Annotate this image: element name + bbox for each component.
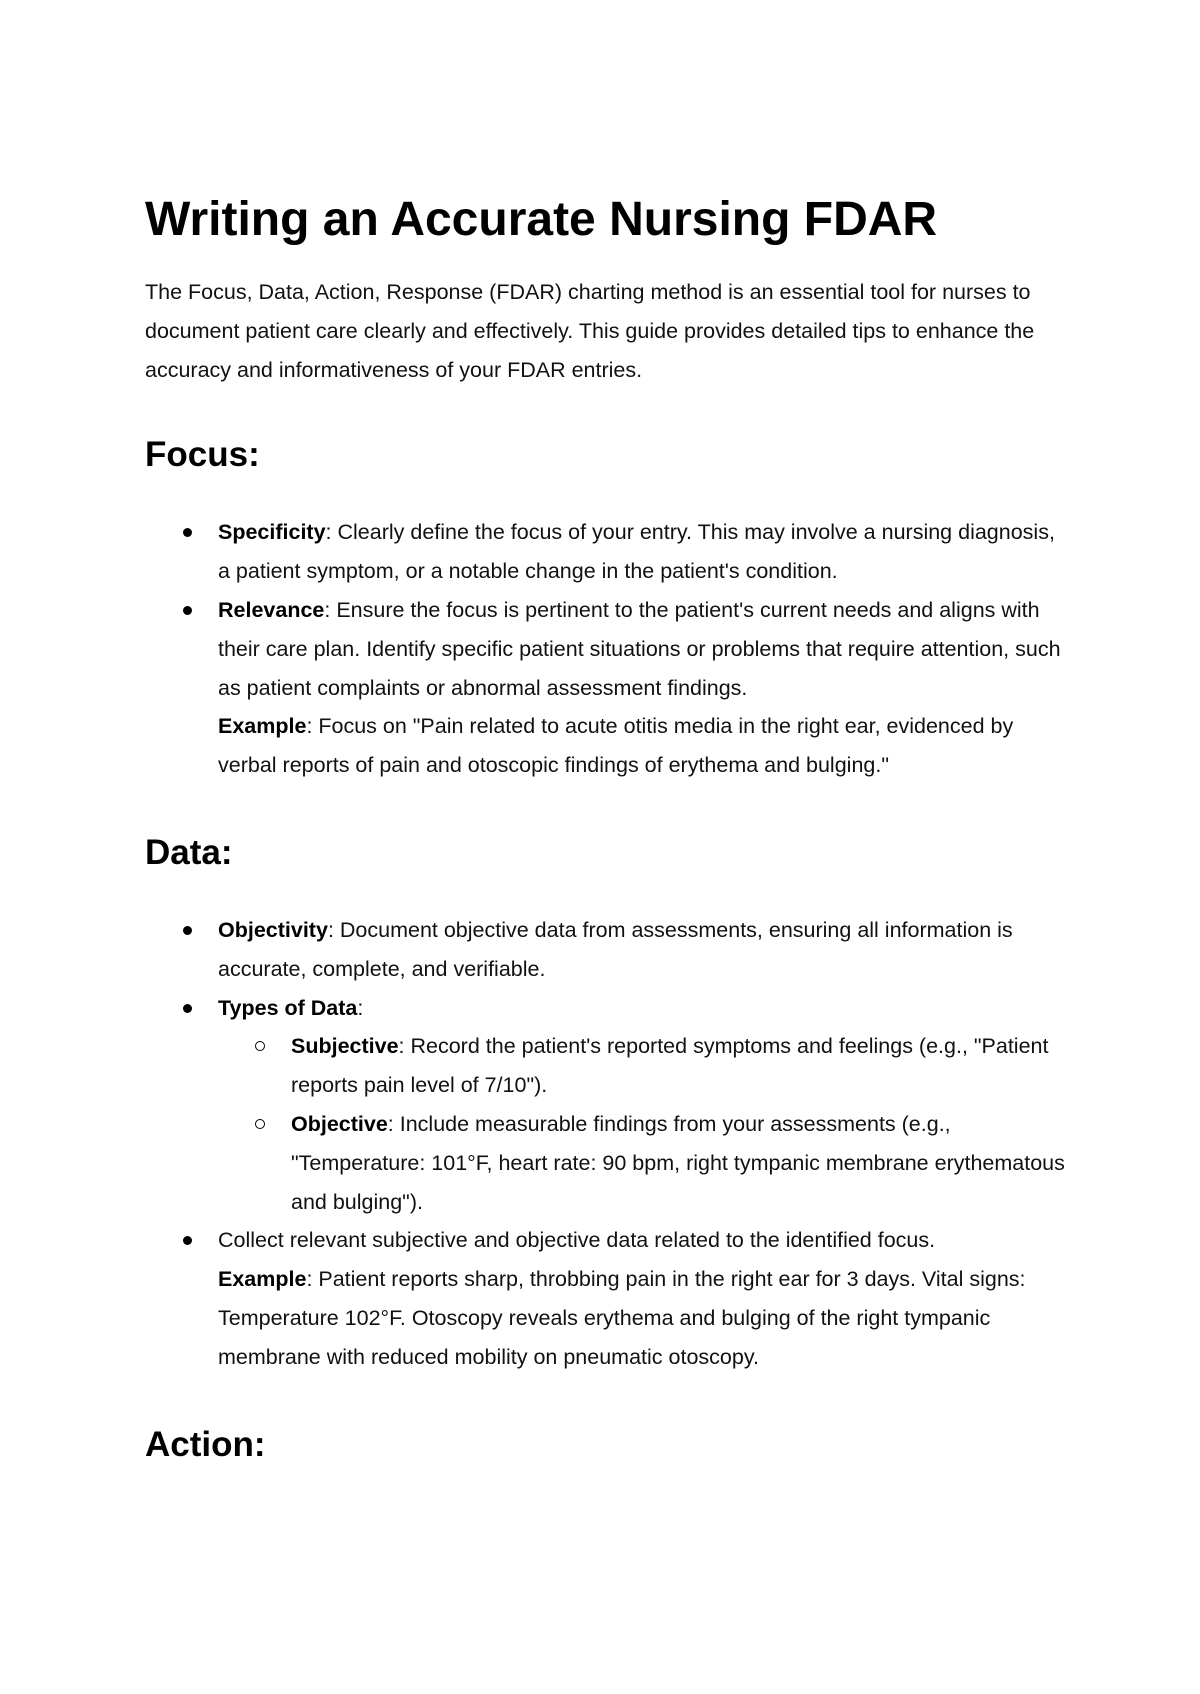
- example-line: [218, 1260, 1065, 1376]
- item-text: : Ensure the focus is pertinent to the patient's current needs and aligns with their care plan. Identify specific patient situations or problems that require attention, such as patient complaints or abnormal assessment findings.: [218, 597, 1061, 700]
- document-content: [145, 192, 1065, 1503]
- list-item: [145, 591, 1065, 785]
- term-label: Objective: [291, 1111, 388, 1136]
- focus-heading: Focus:: [145, 435, 260, 475]
- data-list: [145, 911, 1065, 1377]
- term-label: Subjective: [291, 1034, 399, 1059]
- bullet-icon: [183, 1004, 192, 1013]
- data-heading: Data:: [145, 832, 233, 872]
- term-label: Objectivity: [218, 917, 328, 942]
- term-label: Relevance: [218, 597, 325, 622]
- focus-list: [145, 513, 1065, 785]
- action-heading: Action:: [145, 1424, 266, 1464]
- example-label: Example: [218, 1267, 307, 1292]
- term-label: Specificity: [218, 520, 326, 545]
- example-label: Example: [218, 714, 307, 739]
- bullet-icon: [183, 606, 192, 615]
- hollow-bullet-icon: [255, 1041, 265, 1051]
- document-title: Writing an Accurate Nursing FDAR: [145, 193, 938, 246]
- item-text: : Record the patient's reported symptoms and feelings (e.g., "Patient reports pain level of 7/10").: [291, 1034, 1049, 1098]
- term-label: Types of Data: [218, 995, 358, 1020]
- intro-paragraph: The Focus, Data, Action, Response (FDAR) charting method is an essential tool for nurses to document patient care clearly and effectively. This guide provides detailed tips to enhance the accuracy and informativeness of your FDAR entries.: [145, 280, 1035, 382]
- item-text: : Include measurable findings from your assessments (e.g., "Temperature: 101°F, heart rate: 90 bpm, right tympanic membrane erythematous and bulging").: [291, 1111, 1065, 1214]
- bullet-icon: [183, 528, 192, 537]
- sub-list-item: [218, 1027, 1065, 1105]
- item-text: Collect relevant subjective and objective data related to the identified focus.: [218, 1228, 936, 1253]
- example-text: : Patient reports sharp, throbbing pain in the right ear for 3 days. Vital signs: Temperature 102°F. Otoscopy reveals erythema and bulging of the right tympanic membrane with reduced mobility on pneumatic otoscopy.: [218, 1267, 1026, 1369]
- example-line: [218, 707, 1065, 785]
- item-text: : Clearly define the focus of your entry. This may involve a nursing diagnosis, a patient symptom, or a notable change in the patient's condition.: [218, 520, 1055, 584]
- sub-list-item: [218, 1105, 1065, 1221]
- list-item: [145, 989, 1065, 1222]
- list-item: [145, 513, 1065, 591]
- bullet-icon: [183, 926, 192, 935]
- item-text: : Document objective data from assessments, ensuring all information is accurate, complete, and verifiable.: [218, 917, 1013, 981]
- item-text: :: [357, 995, 364, 1020]
- list-item: [145, 1221, 1065, 1376]
- list-item: [145, 911, 1065, 989]
- hollow-bullet-icon: [255, 1119, 265, 1129]
- data-types-sublist: [218, 1027, 1065, 1221]
- example-text: : Focus on "Pain related to acute otitis media in the right ear, evidenced by verbal reports of pain and otoscopic findings of erythema and bulging.": [218, 714, 1014, 778]
- bullet-icon: [183, 1236, 192, 1245]
